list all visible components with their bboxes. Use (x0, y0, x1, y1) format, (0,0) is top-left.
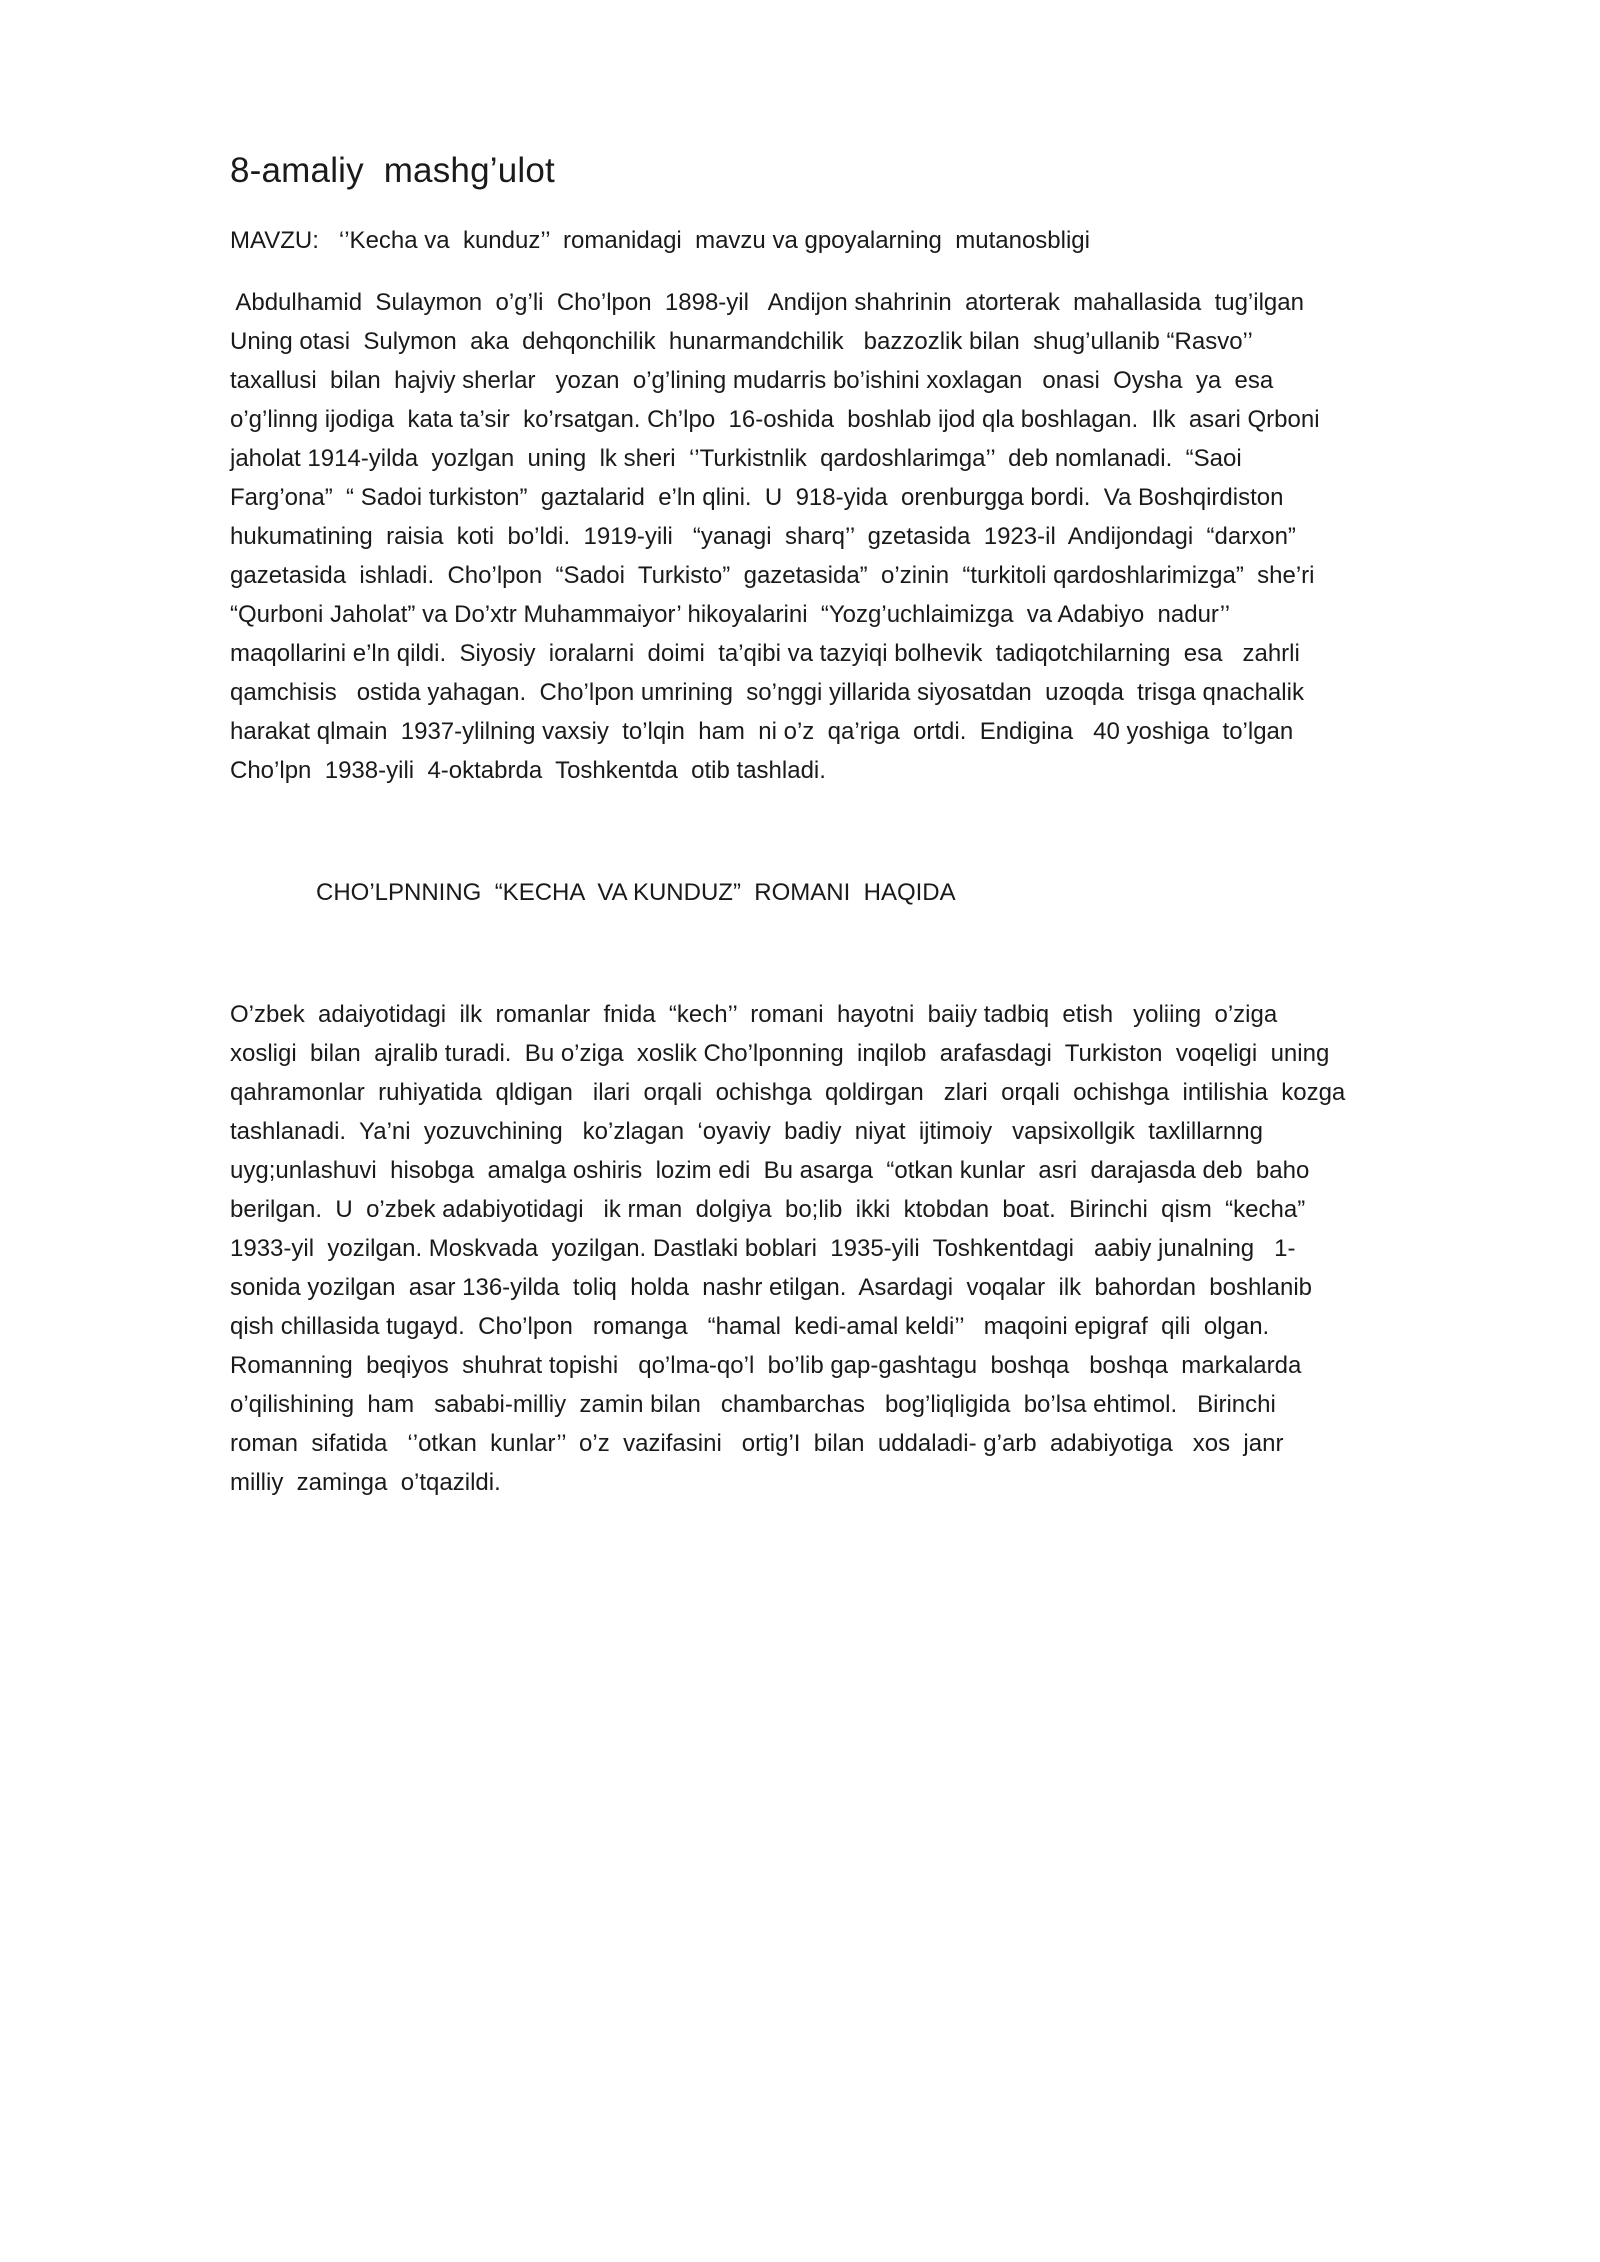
text-line: berilgan. U o’zbek adabiyotidagi ik rman dolgiya bo;lib ikki ktobdan boat. Birinchi qism “kecha” (230, 1196, 1306, 1223)
text-line: jaholat 1914-yilda yozlgan uning lk sheri ‘’Turkistnlik qardoshlarimga’’ deb nomlanadi. “Saoi (230, 445, 1242, 472)
text-line: o’qilishining ham sababi-milliy zamin bilan chambarchas bog’liqligida bo’lsa ehtimol. Birinchi (230, 1391, 1276, 1418)
document-title: 8-amaliy mashg’ulot (230, 151, 555, 190)
text-line: tashlanadi. Ya’ni yozuvchining ko’zlagan ‘oyaviy badiy niyat ijtimoiy vapsixollgik taxlillarnng (230, 1118, 1263, 1145)
text-line: taxallusi bilan hajviy sherlar yozan o’g’lining mudarris bo’ishini xoxlagan onasi Oysha ya esa (230, 367, 1274, 394)
text-line: Romanning beqiyos shuhrat topishi qo’lma-qo’l bo’lib gap-gashtagu boshqa boshqa markalarda (230, 1352, 1302, 1379)
text-line: Cho’lpn 1938-yili 4-oktabrda Toshkentda otib tashladi. (230, 757, 826, 784)
text-line: roman sifatida ‘’otkan kunlar’’ o’z vazifasini ortig’I bilan uddaladi- g’arb adabiyotiga xos janr (230, 1430, 1284, 1457)
text-line: Farg’ona” “ Sadoi turkiston” gaztalarid e’ln qlini. U 918-yida orenburgga bordi. Va Boshqirdiston (230, 484, 1284, 511)
text-line: qahramonlar ruhiyatida qldigan ilari orqali ochishga qoldirgan zlari orqali ochishga intilishia kozga (230, 1079, 1346, 1106)
text-line: gazetasida ishladi. Cho’lpon “Sadoi Turkisto” gazetasida” o’zinin “turkitoli qardoshlarimizga” she’ri (230, 562, 1315, 589)
text-line: sonida yozilgan asar 136-yilda toliq holda nashr etilgan. Asardagi voqalar ilk bahordan boshlanib (230, 1274, 1313, 1301)
text-line: 1933-yil yozilgan. Moskvada yozilgan. Dastlaki boblari 1935-yili Toshkentdagi aabiy junalning 1- (230, 1235, 1296, 1262)
text-line: Uning otasi Sulymon aka dehqonchilik hunarmandchilik bazzozlik bilan shug’ullanib “Rasvo’’ (230, 328, 1253, 355)
biography-paragraph (230, 283, 1530, 790)
text-line: hukumatining raisia koti bo’ldi. 1919-yili “yanagi sharq’’ gzetasida 1923-il Andijondagi “darxon” (230, 523, 1296, 550)
text-line: uyg;unlashuvi hisobga amalga oshiris lozim edi Bu asarga “otkan kunlar asri darajasda deb baho (230, 1157, 1310, 1184)
section-heading: CHO’LPNNING “KECHA VA KUNDUZ” ROMANI HAQIDA (316, 879, 956, 906)
text-line: O’zbek adaiyotidagi ilk romanlar fnida “kech’’ romani hayotni baiiy tadbiq etish yoliing o’ziga (230, 1001, 1278, 1028)
text-line: o’g’linng ijodiga kata ta’sir ko’rsatgan. Ch’lpo 16-oshida boshlab ijod qla boshlagan. Ilk asari Qrboni (230, 406, 1320, 433)
text-line: qish chillasida tugayd. Cho’lpon romanga “hamal kedi-amal keldi’’ maqoini epigraf qili olgan. (230, 1313, 1270, 1340)
text-line: “Qurboni Jaholat” va Do’xtr Muhammaiyor’ hikoyalarini “Yozg’uchlaimizga va Adabiyo nadur’’ (230, 601, 1231, 628)
text-line: milliy zaminga o’tqazildi. (230, 1469, 501, 1496)
text-line: maqollarini e’ln qildi. Siyosiy ioralarni doimi ta’qibi va tazyiqi bolhevik tadiqotchilarning esa zahrli (230, 640, 1300, 667)
topic-line: MAVZU: ‘’Kecha va kunduz’’ romanidagi mavzu va gpoyalarning mutanosbligi (230, 227, 1090, 254)
text-line: Abdulhamid Sulaymon o’g’li Cho’lpon 1898-yil Andijon shahrinin atorterak mahallasida tug’ilgan (230, 289, 1304, 316)
text-line: qamchisis ostida yahagan. Cho’lpon umrining so’nggi yillarida siyosatdan uzoqda trisga qnachalik (230, 679, 1304, 706)
text-line: xosligi bilan ajralib turadi. Bu o’ziga xoslik Cho’lponning inqilob arafasdagi Turkiston voqeligi uning (230, 1040, 1330, 1067)
novel-paragraph (230, 995, 1530, 1502)
text-line: harakat qlmain 1937-ylilning vaxsiy to’lqin ham ni o’z qa’riga ortdi. Endigina 40 yoshiga to’lgan (230, 718, 1294, 745)
